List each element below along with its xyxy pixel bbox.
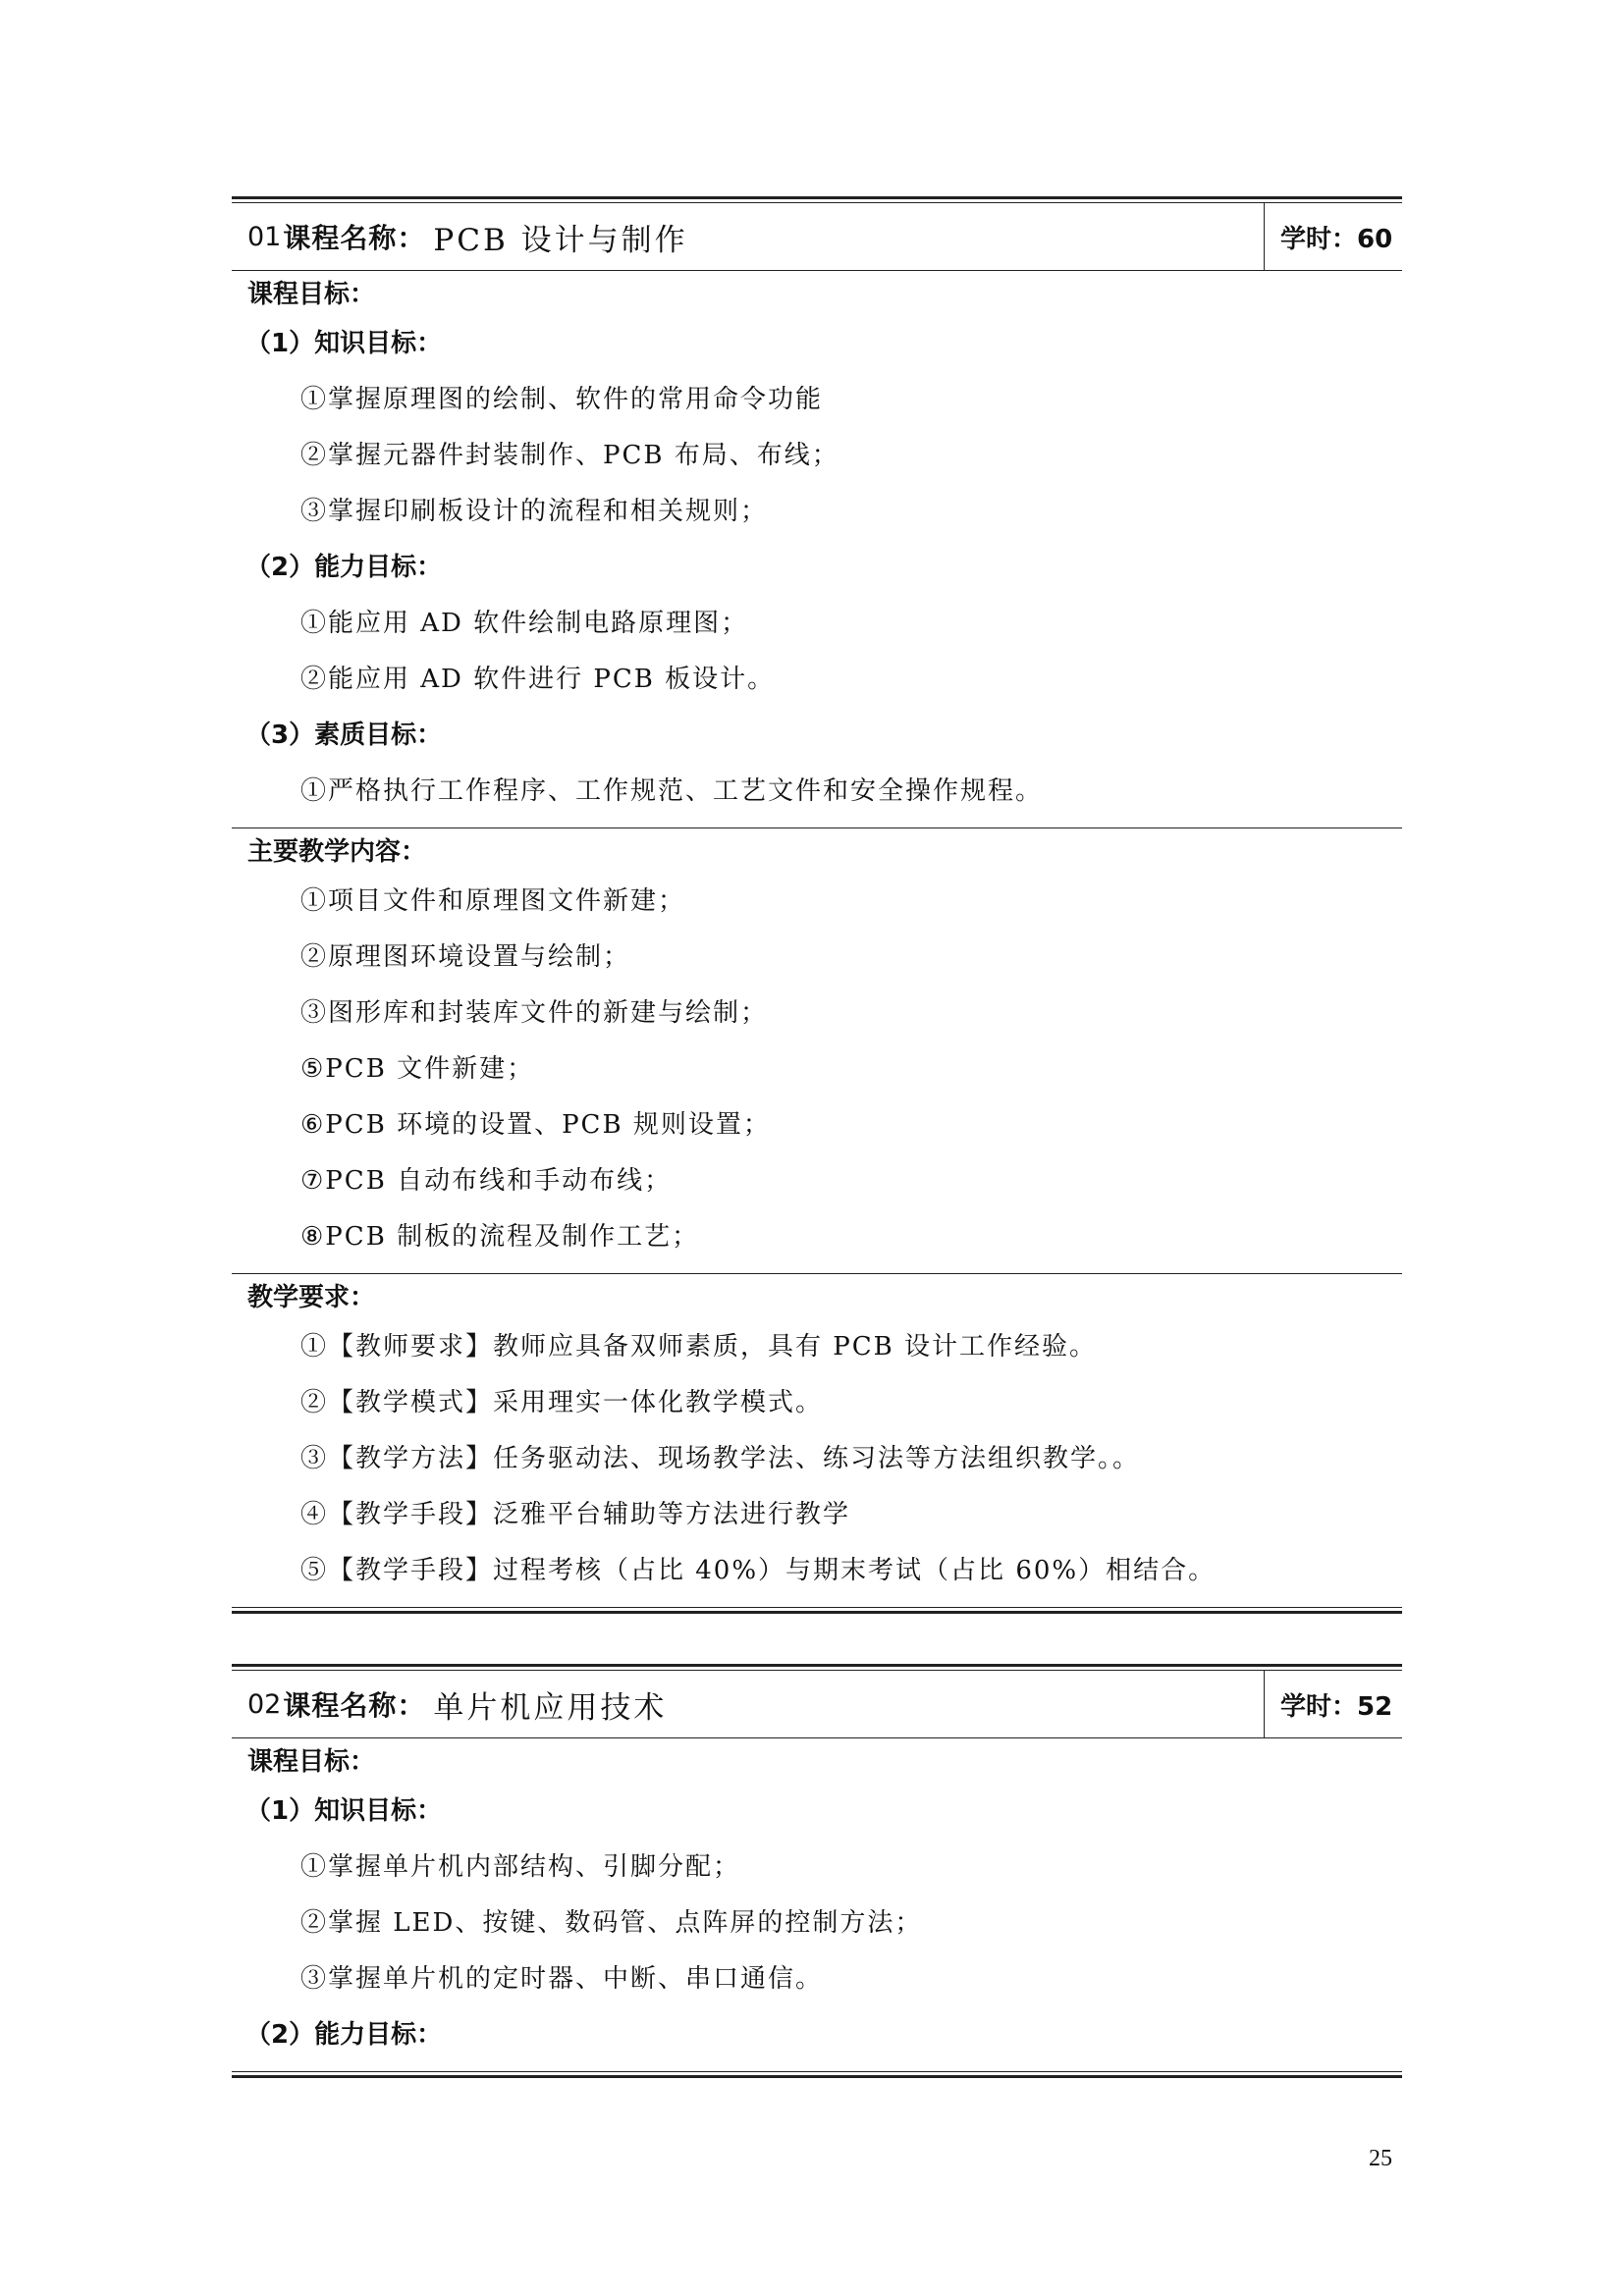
page-number: 25 <box>1369 2146 1392 2171</box>
content-title: 主要教学内容： <box>247 837 427 867</box>
table-bottom-border <box>232 2071 1402 2078</box>
list-item: ③图形库和封装库文件的新建与绘制； <box>300 998 769 1028</box>
list-item: ①掌握单片机内部结构、引脚分配； <box>300 1852 741 1882</box>
knowledge-title: （1）知识目标： <box>245 329 443 358</box>
ability-title: （2）能力目标： <box>245 553 443 582</box>
list-item: ③掌握印刷板设计的流程和相关规则； <box>300 497 769 526</box>
requirements-section <box>232 1274 1402 1607</box>
list-item: ①【教师要求】教师应具备双师素质，具有 PCB 设计工作经验。 <box>300 1332 1098 1362</box>
list-item: ①项目文件和原理图文件新建； <box>300 886 686 916</box>
course-hours: 学时：52 <box>1280 1691 1393 1722</box>
table-bottom-border <box>232 1607 1402 1614</box>
quality-title: （3）素质目标： <box>245 721 443 750</box>
table-top-border <box>232 196 1402 203</box>
list-item: ④【教学手段】泛雅平台辅助等方法进行教学 <box>300 1500 851 1529</box>
list-item: ②原理图环境设置与绘制； <box>300 942 631 972</box>
list-item: ⑤PCB 文件新建； <box>300 1054 535 1084</box>
course-header <box>232 1671 1402 1738</box>
course-name: 单片机应用技术 <box>433 1689 668 1726</box>
course-header <box>232 203 1402 271</box>
course-name-cell <box>232 203 1265 270</box>
list-item: ③掌握单片机的定时器、中断、串口通信。 <box>300 1964 824 1994</box>
objectives-title: 课程目标： <box>247 1747 376 1777</box>
course-name-label: 课程名称： <box>283 1689 426 1722</box>
knowledge-title: （1）知识目标： <box>245 1796 443 1826</box>
list-item: ①严格执行工作程序、工作规范、工艺文件和安全操作规程。 <box>300 776 1044 806</box>
course-number: 02 <box>247 1688 282 1720</box>
list-item: ⑤【教学手段】过程考核（占比 40%）与期末考试（占比 60%）相结合。 <box>300 1556 1217 1585</box>
course-name-label: 课程名称： <box>283 222 426 254</box>
list-item: ①能应用 AD 软件绘制电路原理图； <box>300 609 749 638</box>
list-item: ⑧PCB 制板的流程及制作工艺； <box>300 1222 700 1252</box>
course-block-01 <box>232 196 1402 1614</box>
course-name: PCB 设计与制作 <box>433 222 688 258</box>
list-item: ①掌握原理图的绘制、软件的常用命令功能 <box>300 385 824 414</box>
ability-title: （2）能力目标： <box>245 2020 443 2050</box>
course-name-cell <box>232 1671 1265 1737</box>
requirements-title: 教学要求： <box>247 1283 376 1312</box>
objectives-title: 课程目标： <box>247 280 376 309</box>
objectives-section <box>232 1738 1402 2071</box>
list-item: ⑥PCB 环境的设置、PCB 规则设置； <box>300 1110 771 1140</box>
list-item: ⑦PCB 自动布线和手动布线； <box>300 1166 673 1196</box>
course-number: 01 <box>247 221 282 252</box>
list-item: ②掌握元器件封装制作、PCB 布局、布线； <box>300 441 839 470</box>
list-item: ③【教学方法】任务驱动法、现场教学法、练习法等方法组织教学。。 <box>300 1444 1141 1473</box>
list-item: ②掌握 LED、按键、数码管、点阵屏的控制方法； <box>300 1908 923 1938</box>
course-block-02 <box>232 1664 1402 2078</box>
list-item: ②【教学模式】采用理实一体化教学模式。 <box>300 1388 824 1417</box>
content-section <box>232 828 1402 1274</box>
table-top-border <box>232 1664 1402 1671</box>
objectives-section <box>232 271 1402 828</box>
list-item: ②能应用 AD 软件进行 PCB 板设计。 <box>300 665 776 694</box>
course-hours: 学时：60 <box>1280 224 1393 254</box>
